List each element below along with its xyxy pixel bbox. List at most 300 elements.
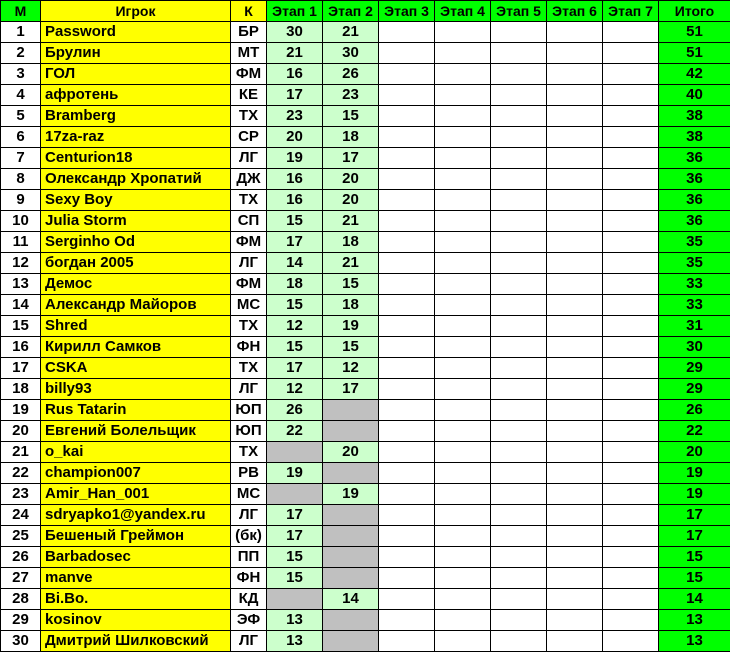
team-cell: ТХ: [231, 358, 267, 379]
total-score-cell: 17: [659, 505, 730, 526]
stage-5-score-cell: [491, 295, 547, 316]
stage-6-score-cell: [547, 379, 603, 400]
stage-1-score-cell: 12: [267, 379, 323, 400]
stage-7-score-cell: [603, 232, 659, 253]
stage-4-score-cell: [435, 610, 491, 631]
stage-3-score-cell: [379, 127, 435, 148]
stage-2-header: Этап 2: [323, 1, 379, 22]
stage-5-score-cell: [491, 106, 547, 127]
table-row: [1, 610, 730, 631]
stage-1-score-cell: 22: [267, 421, 323, 442]
stage-3-score-cell: [379, 484, 435, 505]
stage-4-score-cell: [435, 505, 491, 526]
table-row: [1, 106, 730, 127]
stage-2-score-cell: 19: [323, 316, 379, 337]
stage-2-score-cell: 17: [323, 148, 379, 169]
stage-4-score-cell: [435, 148, 491, 169]
team-cell: ЮП: [231, 400, 267, 421]
table-row: [1, 337, 730, 358]
stage-3-score-cell: [379, 64, 435, 85]
stage-7-score-cell: [603, 568, 659, 589]
stage-4-score-cell: [435, 211, 491, 232]
team-cell: ЛГ: [231, 148, 267, 169]
team-cell: ЛГ: [231, 505, 267, 526]
stage-4-score-cell: [435, 463, 491, 484]
stage-2-score-cell: 21: [323, 211, 379, 232]
stage-7-score-cell: [603, 442, 659, 463]
stage-1-score-cell: 12: [267, 316, 323, 337]
stage-6-score-cell: [547, 253, 603, 274]
stage-5-score-cell: [491, 274, 547, 295]
player-name-cell: Julia Storm: [41, 211, 231, 232]
rank-cell: 28: [1, 589, 41, 610]
stage-5-score-cell: [491, 610, 547, 631]
rank-cell: 15: [1, 316, 41, 337]
table-row: [1, 127, 730, 148]
stage-3-score-cell: [379, 106, 435, 127]
rank-cell: 9: [1, 190, 41, 211]
player-name-cell: Password: [41, 22, 231, 43]
stage-1-score-cell: [267, 484, 323, 505]
stage-6-header: Этап 6: [547, 1, 603, 22]
stage-2-score-cell: 18: [323, 295, 379, 316]
stage-5-score-cell: [491, 64, 547, 85]
stage-3-score-cell: [379, 295, 435, 316]
stage-4-score-cell: [435, 274, 491, 295]
stage-5-score-cell: [491, 442, 547, 463]
stage-7-score-cell: [603, 337, 659, 358]
stage-7-score-cell: [603, 22, 659, 43]
rank-cell: 23: [1, 484, 41, 505]
standings-body: [1, 22, 730, 652]
player-name-cell: Брулин: [41, 43, 231, 64]
stage-3-score-cell: [379, 526, 435, 547]
stage-6-score-cell: [547, 295, 603, 316]
stage-1-score-cell: 17: [267, 232, 323, 253]
rank-cell: 13: [1, 274, 41, 295]
stage-6-score-cell: [547, 106, 603, 127]
stage-7-score-cell: [603, 547, 659, 568]
player-name-cell: Бешеный Греймон: [41, 526, 231, 547]
total-score-cell: 51: [659, 43, 730, 64]
stage-3-score-cell: [379, 610, 435, 631]
stage-6-score-cell: [547, 526, 603, 547]
total-score-cell: 31: [659, 316, 730, 337]
stage-3-score-cell: [379, 337, 435, 358]
header-row: [1, 1, 730, 22]
player-name-cell: Shred: [41, 316, 231, 337]
team-cell: ЭФ: [231, 610, 267, 631]
player-name-cell: Александр Майоров: [41, 295, 231, 316]
team-cell: ФМ: [231, 232, 267, 253]
total-score-cell: 29: [659, 379, 730, 400]
stage-2-score-cell: 19: [323, 484, 379, 505]
stage-1-score-cell: 16: [267, 190, 323, 211]
stage-4-score-cell: [435, 337, 491, 358]
stage-4-score-cell: [435, 631, 491, 652]
table-row: [1, 526, 730, 547]
team-cell: КД: [231, 589, 267, 610]
stage-6-score-cell: [547, 505, 603, 526]
stage-4-score-cell: [435, 442, 491, 463]
team-cell: ФМ: [231, 64, 267, 85]
stage-2-score-cell: 21: [323, 22, 379, 43]
stage-1-score-cell: 17: [267, 85, 323, 106]
stage-5-score-cell: [491, 505, 547, 526]
stage-1-score-cell: 16: [267, 64, 323, 85]
stage-6-score-cell: [547, 421, 603, 442]
stage-2-score-cell: [323, 610, 379, 631]
team-cell: ТХ: [231, 316, 267, 337]
table-row: [1, 589, 730, 610]
stage-3-score-cell: [379, 358, 435, 379]
table-row: [1, 400, 730, 421]
stage-4-score-cell: [435, 253, 491, 274]
stage-4-score-cell: [435, 568, 491, 589]
table-row: [1, 274, 730, 295]
stage-6-score-cell: [547, 274, 603, 295]
stage-3-score-cell: [379, 379, 435, 400]
total-score-cell: 17: [659, 526, 730, 547]
table-row: [1, 295, 730, 316]
rank-cell: 16: [1, 337, 41, 358]
stage-5-score-cell: [491, 43, 547, 64]
team-cell: ДЖ: [231, 169, 267, 190]
stage-7-score-cell: [603, 85, 659, 106]
rank-cell: 26: [1, 547, 41, 568]
rank-cell: 6: [1, 127, 41, 148]
total-header: Итого: [659, 1, 730, 22]
stage-6-score-cell: [547, 631, 603, 652]
player-name-cell: афротень: [41, 85, 231, 106]
team-cell: ЛГ: [231, 253, 267, 274]
stage-7-score-cell: [603, 64, 659, 85]
stage-2-score-cell: [323, 526, 379, 547]
stage-7-score-cell: [603, 358, 659, 379]
stage-3-score-cell: [379, 505, 435, 526]
stage-7-score-cell: [603, 211, 659, 232]
stage-7-score-cell: [603, 505, 659, 526]
stage-4-score-cell: [435, 526, 491, 547]
table-row: [1, 232, 730, 253]
stage-4-score-cell: [435, 589, 491, 610]
stage-7-score-cell: [603, 463, 659, 484]
team-cell: ЛГ: [231, 379, 267, 400]
total-score-cell: 36: [659, 148, 730, 169]
stage-4-score-cell: [435, 547, 491, 568]
rank-cell: 21: [1, 442, 41, 463]
team-cell: ТХ: [231, 106, 267, 127]
rank-cell: 30: [1, 631, 41, 652]
stage-3-score-cell: [379, 547, 435, 568]
stage-7-score-cell: [603, 190, 659, 211]
stage-4-score-cell: [435, 190, 491, 211]
stage-5-score-cell: [491, 22, 547, 43]
total-score-cell: 35: [659, 253, 730, 274]
total-score-cell: 30: [659, 337, 730, 358]
stage-1-score-cell: 13: [267, 610, 323, 631]
team-cell: ФН: [231, 337, 267, 358]
stage-5-score-cell: [491, 169, 547, 190]
stage-6-score-cell: [547, 400, 603, 421]
stage-1-score-cell: 21: [267, 43, 323, 64]
stage-2-score-cell: 18: [323, 232, 379, 253]
player-name-cell: CSKA: [41, 358, 231, 379]
stage-5-score-cell: [491, 127, 547, 148]
stage-4-score-cell: [435, 43, 491, 64]
stage-1-score-cell: 26: [267, 400, 323, 421]
stage-5-header: Этап 5: [491, 1, 547, 22]
table-row: [1, 211, 730, 232]
total-score-cell: 36: [659, 190, 730, 211]
stage-5-score-cell: [491, 190, 547, 211]
team-cell: ЮП: [231, 421, 267, 442]
stage-1-score-cell: 13: [267, 631, 323, 652]
stage-7-score-cell: [603, 421, 659, 442]
stage-4-score-cell: [435, 358, 491, 379]
stage-1-score-cell: 23: [267, 106, 323, 127]
total-score-cell: 42: [659, 64, 730, 85]
total-score-cell: 38: [659, 127, 730, 148]
total-score-cell: 35: [659, 232, 730, 253]
stage-1-score-cell: 19: [267, 148, 323, 169]
stage-7-score-cell: [603, 484, 659, 505]
stage-7-score-cell: [603, 106, 659, 127]
player-name-cell: Sexy Boy: [41, 190, 231, 211]
stage-2-score-cell: 20: [323, 442, 379, 463]
stage-1-score-cell: 30: [267, 22, 323, 43]
stage-3-score-cell: [379, 148, 435, 169]
stage-1-score-cell: 17: [267, 526, 323, 547]
stage-6-score-cell: [547, 43, 603, 64]
rank-cell: 5: [1, 106, 41, 127]
stage-3-score-cell: [379, 43, 435, 64]
stage-3-score-cell: [379, 463, 435, 484]
stage-2-score-cell: [323, 505, 379, 526]
player-name-cell: Barbadosec: [41, 547, 231, 568]
stage-7-score-cell: [603, 127, 659, 148]
player-name-cell: 17za-raz: [41, 127, 231, 148]
stage-2-score-cell: [323, 568, 379, 589]
player-name-cell: billy93: [41, 379, 231, 400]
table-row: [1, 379, 730, 400]
table-row: [1, 148, 730, 169]
rank-cell: 12: [1, 253, 41, 274]
stage-7-score-cell: [603, 169, 659, 190]
stage-3-score-cell: [379, 253, 435, 274]
team-cell: ТХ: [231, 442, 267, 463]
table-row: [1, 316, 730, 337]
stage-6-score-cell: [547, 190, 603, 211]
stage-4-score-cell: [435, 421, 491, 442]
stage-2-score-cell: [323, 400, 379, 421]
rank-cell: 7: [1, 148, 41, 169]
player-name-cell: sdryapko1@yandex.ru: [41, 505, 231, 526]
team-cell: ПП: [231, 547, 267, 568]
stage-3-score-cell: [379, 316, 435, 337]
team-cell: ФМ: [231, 274, 267, 295]
table-row: [1, 505, 730, 526]
stage-1-score-cell: 15: [267, 337, 323, 358]
team-header: К: [231, 1, 267, 22]
player-name-cell: Bi.Bo.: [41, 589, 231, 610]
stage-6-score-cell: [547, 127, 603, 148]
table-row: [1, 358, 730, 379]
rank-cell: 18: [1, 379, 41, 400]
stage-3-score-cell: [379, 85, 435, 106]
team-cell: МС: [231, 484, 267, 505]
stage-6-score-cell: [547, 589, 603, 610]
stage-4-score-cell: [435, 169, 491, 190]
player-header: Игрок: [41, 1, 231, 22]
total-score-cell: 19: [659, 484, 730, 505]
stage-1-score-cell: 20: [267, 127, 323, 148]
table-row: [1, 64, 730, 85]
total-score-cell: 15: [659, 547, 730, 568]
stage-5-score-cell: [491, 85, 547, 106]
stage-5-score-cell: [491, 211, 547, 232]
rank-cell: 20: [1, 421, 41, 442]
stage-7-score-cell: [603, 526, 659, 547]
stage-6-score-cell: [547, 232, 603, 253]
table-row: [1, 421, 730, 442]
stage-2-score-cell: 23: [323, 85, 379, 106]
stage-1-score-cell: 16: [267, 169, 323, 190]
player-name-cell: богдан 2005: [41, 253, 231, 274]
player-name-cell: Демос: [41, 274, 231, 295]
team-cell: СП: [231, 211, 267, 232]
stage-2-score-cell: 18: [323, 127, 379, 148]
stage-2-score-cell: 15: [323, 337, 379, 358]
stage-1-score-cell: 15: [267, 568, 323, 589]
player-name-cell: Bramberg: [41, 106, 231, 127]
stage-7-score-cell: [603, 379, 659, 400]
stage-6-score-cell: [547, 85, 603, 106]
team-cell: БР: [231, 22, 267, 43]
stage-7-header: Этап 7: [603, 1, 659, 22]
table-row: [1, 463, 730, 484]
player-name-cell: o_kai: [41, 442, 231, 463]
table-row: [1, 190, 730, 211]
stage-6-score-cell: [547, 463, 603, 484]
stage-6-score-cell: [547, 442, 603, 463]
stage-5-score-cell: [491, 337, 547, 358]
stage-4-score-cell: [435, 232, 491, 253]
stage-7-score-cell: [603, 274, 659, 295]
team-cell: ФН: [231, 568, 267, 589]
stage-2-score-cell: [323, 547, 379, 568]
rank-cell: 19: [1, 400, 41, 421]
stage-4-score-cell: [435, 295, 491, 316]
total-score-cell: 19: [659, 463, 730, 484]
rank-cell: 29: [1, 610, 41, 631]
player-name-cell: Кирилл Самков: [41, 337, 231, 358]
rank-cell: 10: [1, 211, 41, 232]
stage-6-score-cell: [547, 337, 603, 358]
team-cell: РВ: [231, 463, 267, 484]
stage-5-score-cell: [491, 379, 547, 400]
table-row: [1, 253, 730, 274]
player-name-cell: ГОЛ: [41, 64, 231, 85]
stage-5-score-cell: [491, 463, 547, 484]
table-row: [1, 484, 730, 505]
team-cell: СР: [231, 127, 267, 148]
stage-2-score-cell: 20: [323, 190, 379, 211]
stage-4-score-cell: [435, 379, 491, 400]
team-cell: МС: [231, 295, 267, 316]
player-name-cell: Amir_Han_001: [41, 484, 231, 505]
stage-5-score-cell: [491, 421, 547, 442]
rank-cell: 22: [1, 463, 41, 484]
stage-6-score-cell: [547, 148, 603, 169]
rank-cell: 1: [1, 22, 41, 43]
stage-6-score-cell: [547, 316, 603, 337]
stage-3-header: Этап 3: [379, 1, 435, 22]
total-score-cell: 13: [659, 631, 730, 652]
rank-cell: 3: [1, 64, 41, 85]
stage-3-score-cell: [379, 274, 435, 295]
rank-cell: 11: [1, 232, 41, 253]
stage-2-score-cell: 26: [323, 64, 379, 85]
stage-6-score-cell: [547, 547, 603, 568]
total-score-cell: 36: [659, 169, 730, 190]
stage-1-score-cell: 15: [267, 547, 323, 568]
total-score-cell: 38: [659, 106, 730, 127]
total-score-cell: 33: [659, 274, 730, 295]
player-name-cell: Rus Tatarin: [41, 400, 231, 421]
stage-4-score-cell: [435, 64, 491, 85]
player-name-cell: champion007: [41, 463, 231, 484]
stage-6-score-cell: [547, 358, 603, 379]
player-name-cell: Дмитрий Шилковский: [41, 631, 231, 652]
stage-1-score-cell: [267, 589, 323, 610]
table-row: [1, 43, 730, 64]
stage-3-score-cell: [379, 631, 435, 652]
stage-2-score-cell: 12: [323, 358, 379, 379]
stage-3-score-cell: [379, 421, 435, 442]
total-score-cell: 22: [659, 421, 730, 442]
stage-7-score-cell: [603, 316, 659, 337]
stage-1-score-cell: 17: [267, 358, 323, 379]
stage-6-score-cell: [547, 64, 603, 85]
stage-4-score-cell: [435, 106, 491, 127]
stage-2-score-cell: 21: [323, 253, 379, 274]
total-score-cell: 26: [659, 400, 730, 421]
stage-5-score-cell: [491, 631, 547, 652]
rank-cell: 2: [1, 43, 41, 64]
rank-cell: 14: [1, 295, 41, 316]
table-row: [1, 442, 730, 463]
total-score-cell: 51: [659, 22, 730, 43]
total-score-cell: 33: [659, 295, 730, 316]
total-score-cell: 40: [659, 85, 730, 106]
stage-7-score-cell: [603, 253, 659, 274]
player-name-cell: kosinov: [41, 610, 231, 631]
stage-5-score-cell: [491, 316, 547, 337]
stage-1-header: Этап 1: [267, 1, 323, 22]
stage-4-score-cell: [435, 400, 491, 421]
stage-1-score-cell: [267, 442, 323, 463]
stage-4-score-cell: [435, 85, 491, 106]
stage-5-score-cell: [491, 526, 547, 547]
stage-6-score-cell: [547, 211, 603, 232]
stage-2-score-cell: 17: [323, 379, 379, 400]
stage-7-score-cell: [603, 295, 659, 316]
stage-2-score-cell: 15: [323, 274, 379, 295]
team-cell: ТХ: [231, 190, 267, 211]
stage-6-score-cell: [547, 568, 603, 589]
stage-3-score-cell: [379, 211, 435, 232]
